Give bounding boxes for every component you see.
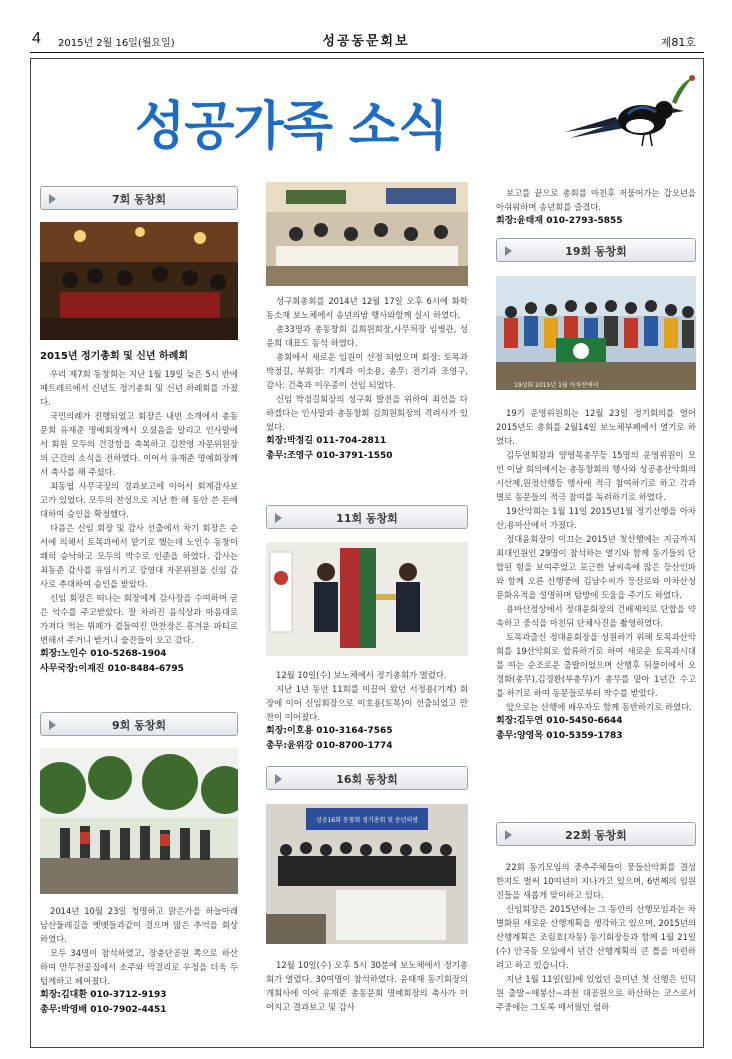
contact-19-president: 회장:김두연 010-5450-6644: [496, 716, 623, 726]
photo-11-handover: [266, 542, 468, 656]
article-10-p2: 총33명과 총동창회 김희원회장,사무처장 임병관, 성윤희 대표도 동석 하였다.: [266, 324, 468, 348]
article-19-p3: 19산악회는 1월 11일 2015년1월 정기산행을 아차산,용마산에서 가졌다.: [496, 506, 696, 530]
section-title-11: 11회 동창회: [336, 512, 398, 525]
article-10-p3: 총회에서 새로운 임원이 선정 되었으며 회장: 토목과 박정길, 부회장: 기계과 이소용, 총무: 전기과 조영구, 감사: 건축과 이우종이 선임 되었다.: [266, 352, 468, 390]
contact-19-manager: 총무:양영목 010-5359-1783: [496, 731, 623, 741]
publish-date: 2015년 2월 16일(월요일): [58, 38, 175, 49]
article-16-continued: [496, 186, 696, 229]
article-10-p1: 성구회총회를 2014년 12월 17일 오후 6시에 화학동소재 보노체에서 송년의밤 행사와함께 실시 하였다.: [266, 296, 468, 320]
article-11-p1: 12월 10일(수) 보노체에서 정기총회가 열렸다.: [276, 670, 447, 680]
article-7-p4: 다음은 신임 회장 및 감사 선출에서 차기 회장은 순서에 의해서 토목과에서 맡기로 했는데 노인수 동창이 쾌히 승낙하고 모두의 박수로 인준을 하였다. 감사는 최동준 감사를 유임시키고 강영대 자문위원을 신임 감사로 추대하여 승인을 받았다.: [40, 523, 238, 589]
section-title-9: 9회 동창회: [112, 719, 166, 732]
photo-9-hiking: [40, 748, 238, 894]
header-rule: [30, 52, 704, 53]
article-7-p2: 국민의례가 진행되었고 회장은 내빈 소개에서 총동문회 유재준 명예회장께서 오셨음을 알리고 인사말에서 회원 모두의 건강함을 축복하고 김찬영 자문위원장의 근간의 소식을 전하였다. 이어서 유재준 명예회장께서 축사를 해 주셨다.: [40, 411, 238, 477]
banner-title: 성공가족 소식: [135, 97, 448, 157]
article-11-p2: 지난 1년 동안 11회를 이끌어 왔던 서정용(기계) 회장에 이어 신임회장으로 이호용(토목)이 선출되었고 만찬이 이어졌다.: [266, 684, 468, 722]
photo-7-reunion: [40, 222, 238, 340]
page-number: 4: [32, 30, 41, 47]
article-9-p1: 2014년 10월 23일 청명하고 맑은가을 하늘아래 남산둘레길을 옛뱃들과같이 걸으며 많은 추억을 회상하였다.: [40, 906, 238, 944]
page-header: [0, 0, 732, 52]
section-title-19: 19회 동창회: [565, 245, 627, 258]
article-22-p3: 지난 1월 11일(일)에 있었던 을미년 첫 산행은 인덕원 출발~매봉산~과천 대공원으로 하산하는 코스로서 주중에는 그토록 매서웠던 엄하: [496, 974, 696, 1012]
article-16-cont-p1: 보고를 끝으로 총회를 마친후 저물어가는 갑오년을 아쉬워하며 송년회를 즐겼다.: [496, 188, 696, 212]
contact-10-president: 회장:박정길 011-704-2811: [266, 436, 387, 446]
photo-19-mountain: [496, 276, 696, 390]
article-19-p5: 용마산정상에서 정대윤회장의 건배제의로 단합을 약속하고 중식을 마친뒤 단체사진을 촬영하였다.: [496, 604, 696, 628]
article-9-p2: 모두 34명이 참석하였고, 장충단공원 쪽으로 하산하여 만두전골집에서 소주와 막걸리로 우정을 더욱 두텁게하고 헤어졌다.: [40, 948, 238, 986]
article-11: [266, 668, 468, 754]
article-22: [496, 860, 696, 1014]
article-7-subtitle: 2015년 정기총회 및 신년 하례회: [40, 351, 189, 362]
contact-7-secretary: 사무국장:이재진 010-8484-6795: [40, 664, 184, 674]
contact-9-manager: 총무:박영배 010-7902-4451: [40, 1005, 167, 1015]
article-19: [496, 406, 696, 744]
contact-10-manager: 총무:조영구 010-3791-1550: [266, 451, 393, 461]
article-16-p1: 12월 10일(수) 오후 5시 30분에 보노체에서 정기총회가 열렸다. 30여명이 참석하였다. 윤태재 동기회장의 개회사에 이어 유재준 총동문회 명예회장의 축사가 이어지고 결과보고 및 감사: [266, 960, 468, 1012]
contact-11-president: 회장:이호용 010-3164-7565: [266, 726, 393, 736]
magpie-illustration: [560, 72, 700, 162]
article-22-p1: 22회 동기모임의 중추주체들이 뭉들산악회를 결성한지도 벌써 10여년이 지나가고 있으며, 6번째의 임원진들을 새롭게 맞이하고 있다.: [496, 862, 696, 900]
article-7-p1: 우리 제7회 동창회는 지난 1월 19일 늦은 5시 반에 메트레르에서 신년도 정기총회 및 신년 하례회를 가졌다.: [40, 369, 238, 407]
contact-9-president: 회장:김대환 010-3712-9193: [40, 990, 167, 1000]
newspaper-title: 성공동문회보: [322, 34, 410, 49]
section-title-16: 16회 동창회: [336, 773, 398, 786]
contact-11-manager: 총무:윤위강 010-8700-1774: [266, 741, 393, 751]
section-heading-9: [40, 712, 238, 736]
article-7-p3: 최동엽 사무국장의 경과보고에 이어서 회계감사보고가 있었다. 모두의 찬성으로 지난 한 해 동안 쓴 돈에 대하여 승인을 확정했다.: [40, 481, 238, 519]
contact-16-president: 회장:윤태재 010-2793-5855: [496, 216, 623, 226]
section-heading-16: [266, 766, 468, 790]
article-9: [40, 904, 238, 1018]
article-22-p2: 신임회장은 2015년에는 그 동안의 산행모임과는 차별화된 새로운 산행계획을 생각하고 있으며, 2015년의 산행계획은 조림호(자동) 동기회장등과 함께 1월 21일(수) 안국동 모임에서 년간 산행계획의 큰 틀을 마련하려고 하고 있습니다.: [496, 904, 696, 970]
article-7-p5: 신임 회장은 떠나는 회장에게 감사장을 수여하며 굳은 악수를 주고받았다. 잘 차려진 음식상과 마음대로 가져다 먹는 뷔페가 곁들여진 만찬장은 흥겨운 파티로 변해서 주거니 받거니 술잔들이 오고 갔다.: [40, 593, 238, 645]
article-7: [40, 350, 238, 677]
section-heading-11: [266, 505, 468, 529]
article-16: [266, 958, 468, 1014]
section-heading-22: [496, 822, 696, 846]
section-title-22: 22회 동창회: [565, 829, 627, 842]
photo-10-banquet: [266, 182, 468, 286]
article-10-p4: 신임 박정길회장의 성구회 발전을 위하여 최선을 다하겠다는 인사말과 총동창회 김희원회장의 격려사가 있었다.: [266, 394, 468, 432]
photo-19-caption: 19성회 2015년 1월 아차산에서: [514, 382, 599, 389]
article-19-p1: 19기 운영위원회는 12월 23일 정기회의를 열어 2015년도 총회를 2월14일 보노체부페에서 열기로 하였다.: [496, 408, 696, 446]
article-19-p6: 토목과출신 정대윤회장을 성원하기 위해 토목과산악회를 19산악회로 합류하기로 하여 새로운 토목과시대를 여는 순조로운 출발이었으며 산행후 뒤풀이에서 오경화(총무),김경환(부총무)가 총무를 맡아 1년간 수고를 하기로 하여 동문들로부터 박수를 받았다.: [496, 632, 696, 698]
article-19-p4: 정대윤회장이 이끄는 2015년 첫산행에는 지금까지 최대인원인 29명이 참석하는 열기와 함께 동기들의 단합된 힘을 보여주었고 포근한 날씨속에 많은 등산인파와 함께 오른 산행중에 김남수씨가 등산로와 아차산성 문화유적을 설명하며 탐방에 도움을 주기도 하였다.: [496, 534, 696, 600]
issue-number: 제81호: [660, 36, 696, 49]
article-10: [266, 294, 468, 464]
article-19-p7: 앞으로는 산행에 배우자도 함께 동반하기로 하였다.: [506, 702, 692, 712]
photo-16-group: [266, 804, 468, 944]
article-19-p2: 김두연회장과 양영목총무등 15명의 운영위원이 모인 이날 회의에서는 총동창회의 행사와 성공총산악회의 시산제,원정산행등 행사에 적극 참여하기로 하고 각과별로 동문들의 적극 참여를 독려하기로 하였다.: [496, 450, 696, 502]
photo-16-banner-text: 성공16회 동창회 정기총회 및 송년의밤: [315, 817, 419, 824]
section-title-7: 7회 동창회: [112, 193, 166, 206]
section-heading-19: [496, 238, 696, 262]
contact-7-president: 회장:노인수 010-5268-1904: [40, 649, 167, 659]
section-heading-7: [40, 186, 238, 210]
